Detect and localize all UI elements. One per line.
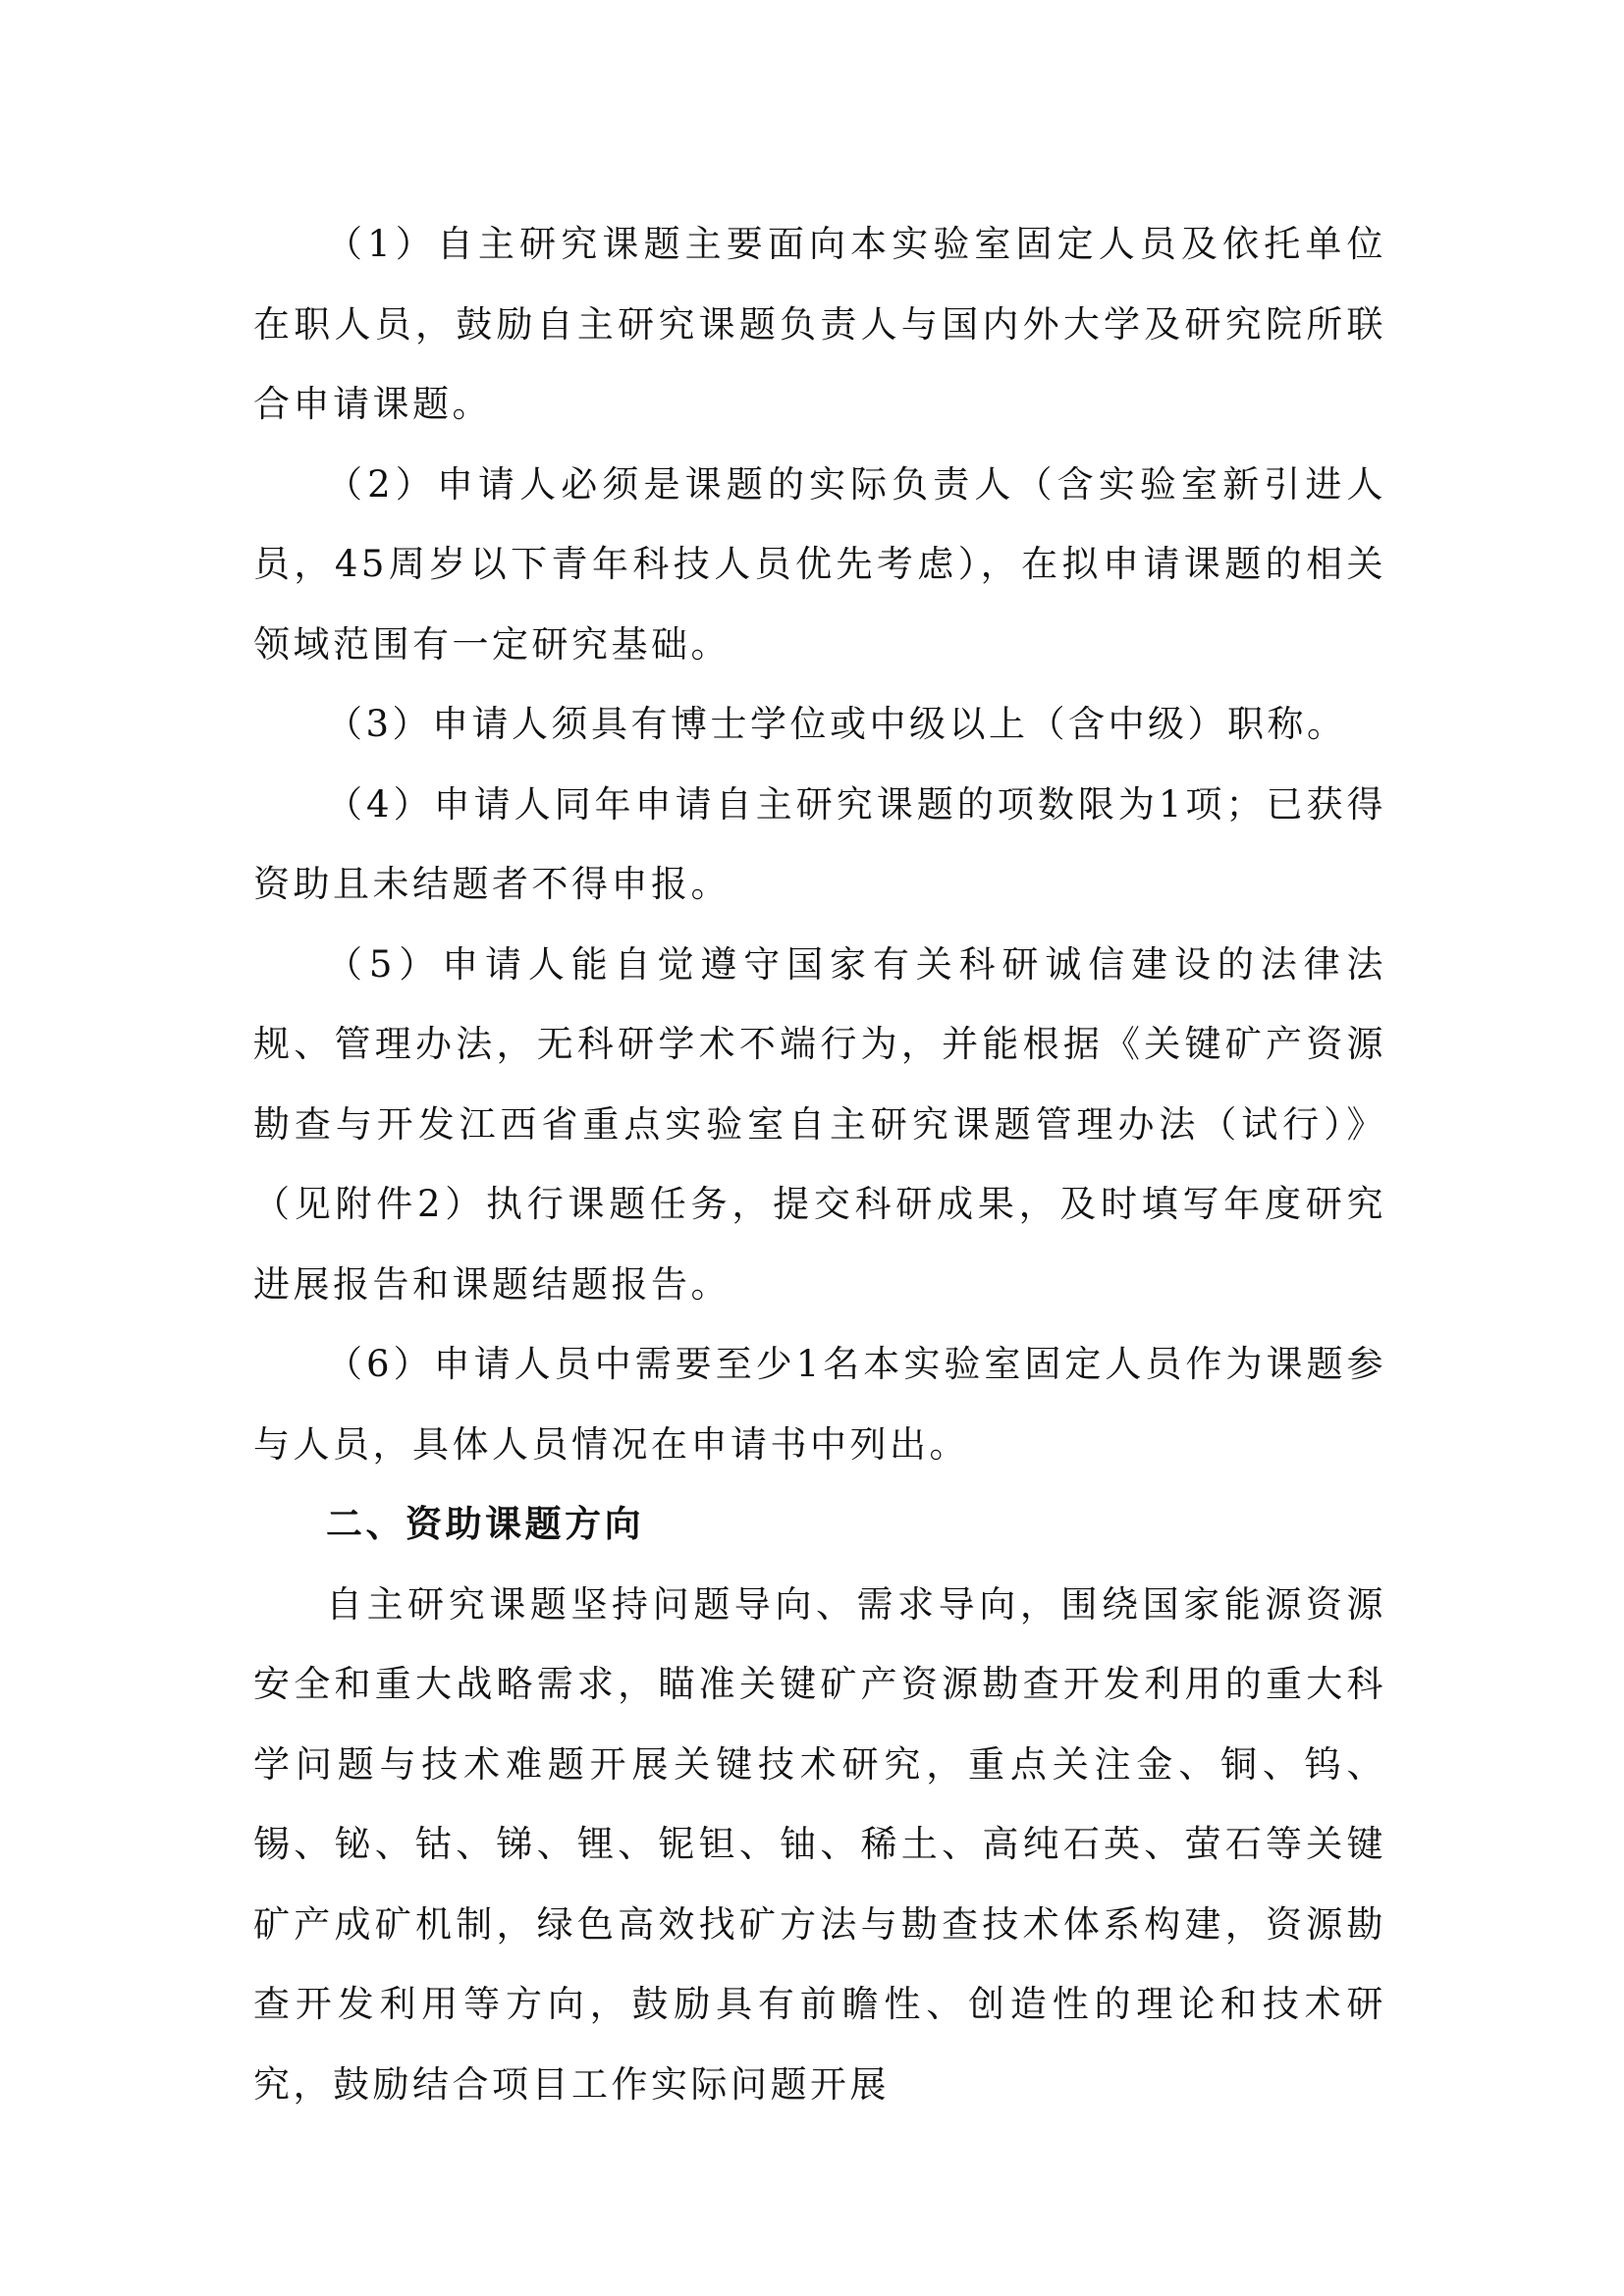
section-heading: 二、资助课题方向 (326, 1503, 644, 1545)
section-paragraph: 自主研究课题坚持问题导向、需求导向，围绕国家能源资源安全和重大战略需求，瞄准关键矿产资源勘查开发利用的重大科学问题与技术难题开展关键技术研究，重点关注金、铜、钨、锡、铋、钴、锑、锂、铌钽、铀、稀土、高纯石英、萤石等关键矿产成矿机制，绿色高效找矿方法与勘查技术体系构建，资源勘查开发利用等方向，鼓励具有前瞻性、创造性的理论和技术研究，鼓励结合项目工作实际问题开展 (253, 1582, 1386, 2106)
eligibility-item-3: （3）申请人须具有博士学位或中级以上（含中级）职称。 (326, 703, 1347, 745)
eligibility-item-1: （1）自主研究课题主要面向本实验室固定人员及依托单位在职人员，鼓励自主研究课题负责人与国内外大学及研究院所联合申请课题。 (253, 223, 1386, 425)
eligibility-item-4: （4）申请人同年申请自主研究课题的项数限为1项；已获得资助且未结题者不得申报。 (253, 782, 1386, 905)
eligibility-item-6: （6）申请人员中需要至少1名本实验室固定人员作为课题参与人员，具体人员情况在申请书中列出。 (253, 1343, 1386, 1466)
document-body (253, 204, 1386, 2124)
eligibility-item-5: （5）申请人能自觉遵守国家有关科研诚信建设的法律法规、管理办法，无科研学术不端行为，并能根据《关键矿产资源勘查与开发江西省重点实验室自主研究课题管理办法（试行）》（见附件2）执行课题任务，提交科研成果，及时填写年度研究进展报告和课题结题报告。 (253, 942, 1386, 1306)
eligibility-item-2: （2）申请人必须是课题的实际负责人（含实验室新引进人员，45周岁以下青年科技人员优先考虑），在拟申请课题的相关领域范围有一定研究基础。 (253, 462, 1386, 666)
